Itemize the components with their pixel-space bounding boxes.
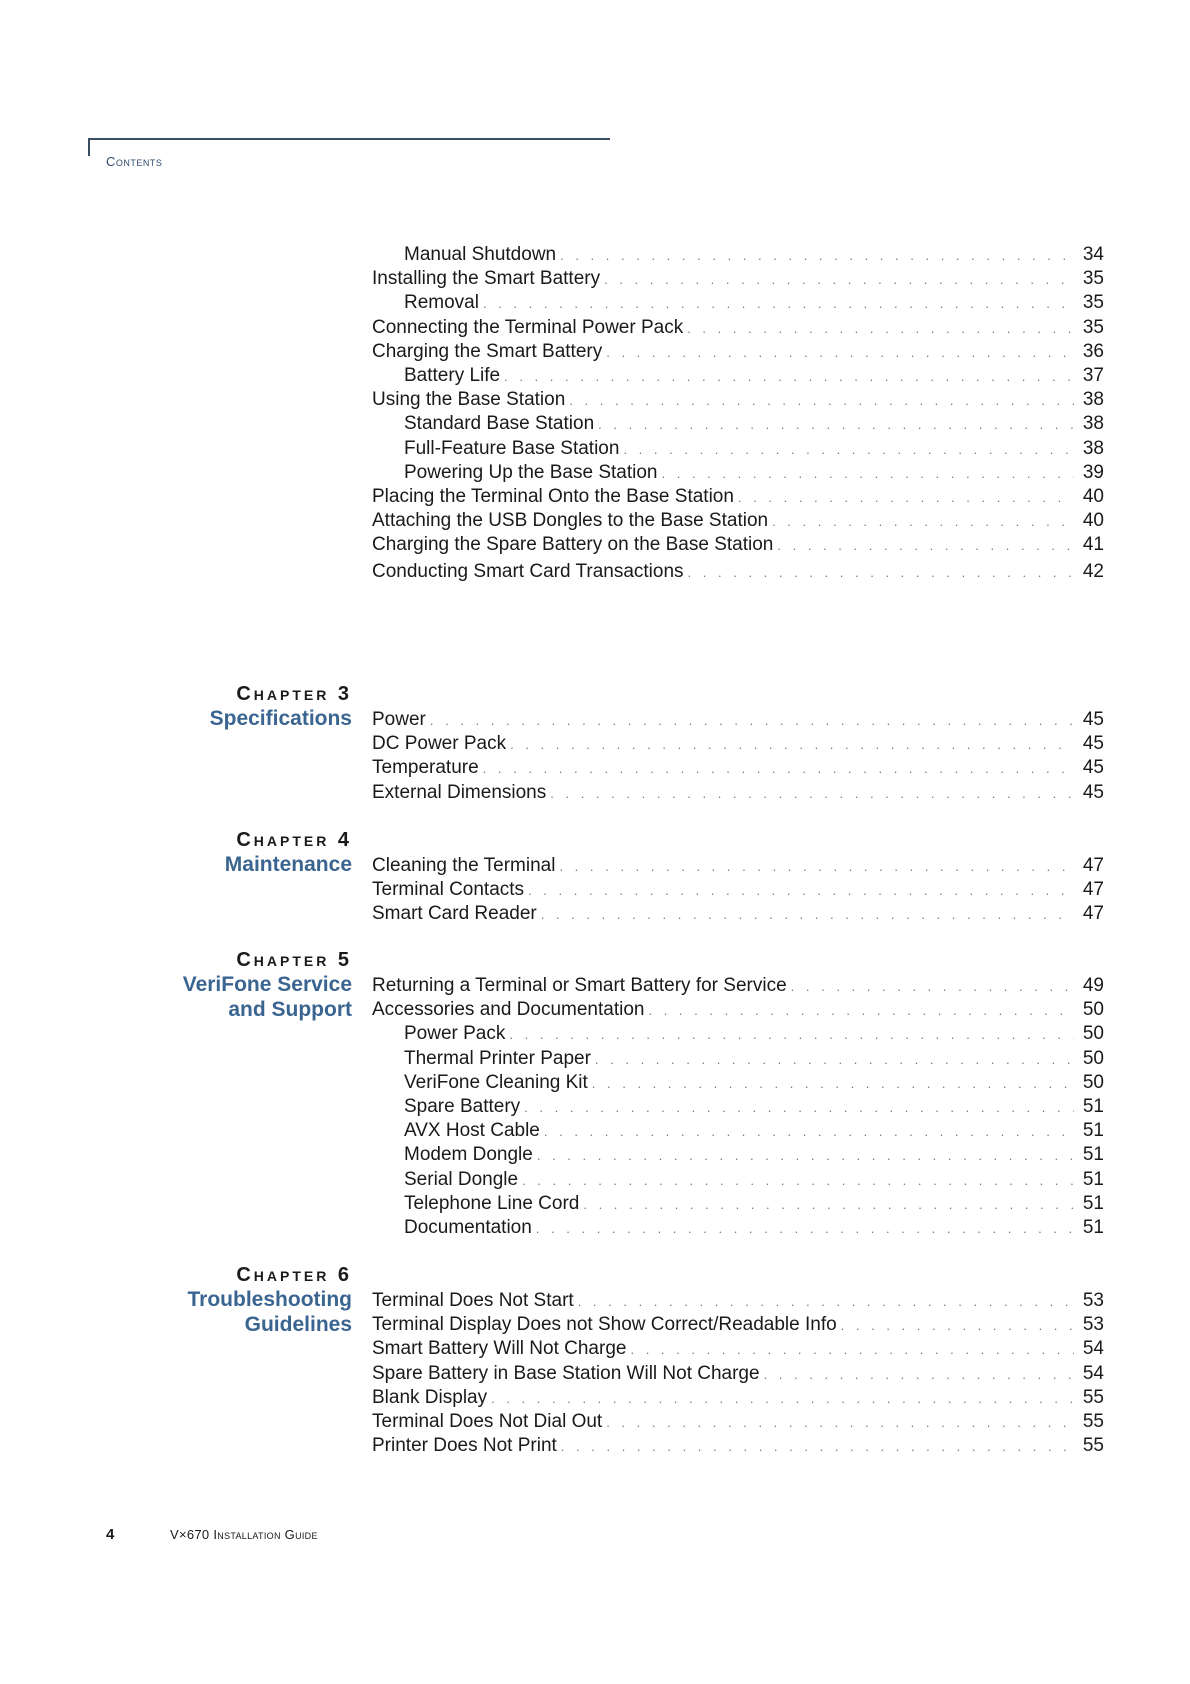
toc-dot-leader (630, 1338, 1074, 1362)
toc-entry-label: Power Pack (404, 1023, 506, 1045)
toc-entry[interactable] (404, 1143, 1104, 1167)
toc-entry-label: Using the Base Station (372, 389, 566, 411)
toc-entry-page: 49 (1082, 975, 1104, 996)
toc-entry-label: DC Power Pack (372, 733, 507, 755)
toc-entry-page: 41 (1082, 534, 1104, 556)
toc-dot-leader (578, 1290, 1074, 1314)
toc-entry-page: 54 (1082, 1362, 1104, 1384)
toc-dot-leader (841, 1314, 1074, 1338)
toc-entry[interactable] (372, 756, 1104, 780)
toc-dot-leader (537, 1144, 1074, 1168)
toc-dot-leader (544, 1120, 1074, 1144)
toc-entry-label: VeriFone Cleaning Kit (404, 1071, 588, 1093)
toc-dot-leader (483, 292, 1074, 316)
toc-dot-leader (510, 733, 1074, 757)
toc-entry-page: 45 (1082, 781, 1104, 803)
toc-entry-page: 38 (1082, 437, 1104, 459)
toc-dot-leader (561, 1435, 1074, 1459)
footer-document-title: V×670 Installation Guide (170, 1527, 318, 1542)
chapter-title[interactable]: Troubleshooting (187, 1288, 352, 1311)
toc-entry-page: 45 (1082, 733, 1104, 755)
toc-entry-page: 50 (1082, 1023, 1104, 1045)
chapter-number: Chapter 5 (236, 949, 352, 971)
toc-entry-page: 38 (1082, 389, 1104, 411)
toc-entry[interactable] (372, 781, 1104, 805)
toc-dot-leader (662, 462, 1075, 486)
toc-entry-label: Installing the Smart Battery (372, 268, 601, 290)
running-header: Contents (106, 154, 163, 169)
toc-entry[interactable] (372, 854, 1104, 878)
toc-entry-label: Manual Shutdown (404, 244, 557, 265)
toc-entry-label: Returning a Terminal or Smart Battery for Service (372, 975, 787, 996)
toc-entry-label: Terminal Does Not Dial Out (372, 1411, 603, 1432)
toc-entry-label: Temperature (372, 757, 479, 779)
toc-entry-page: 40 (1082, 486, 1104, 507)
toc-entry-page: 45 (1082, 709, 1104, 730)
toc-entry-page: 47 (1082, 903, 1104, 925)
toc-entry-page: 55 (1082, 1411, 1104, 1432)
toc-entry[interactable] (372, 708, 1104, 732)
toc-dot-leader (738, 486, 1074, 510)
toc-entry[interactable] (372, 340, 1104, 364)
toc-entry[interactable] (404, 1095, 1104, 1119)
toc-entry-label: External Dimensions (372, 781, 547, 803)
toc-entry-label: Standard Base Station (404, 413, 595, 435)
toc-dot-leader (772, 510, 1074, 534)
toc-entry[interactable] (372, 878, 1104, 902)
toc-entry-label: Terminal Does Not Start (372, 1290, 574, 1311)
toc-dot-leader (509, 1023, 1074, 1047)
toc-dot-leader (559, 855, 1074, 879)
toc-entry-page: 47 (1082, 879, 1104, 901)
toc-entry-label: Blank Display (372, 1386, 488, 1408)
toc-entry[interactable] (404, 1192, 1104, 1216)
toc-entry-page: 35 (1082, 316, 1104, 338)
toc-dot-leader (623, 438, 1074, 462)
chapter-title[interactable]: VeriFone Service (182, 973, 352, 996)
toc-entry[interactable] (372, 902, 1104, 926)
chapter-number: Chapter 4 (236, 829, 352, 851)
toc-dot-leader (550, 782, 1074, 806)
toc-entry-page: 42 (1082, 560, 1104, 582)
toc-entry-label: Smart Battery Will Not Charge (372, 1338, 627, 1360)
toc-entry-page: 35 (1082, 292, 1104, 314)
toc-entry-page: 38 (1082, 413, 1104, 435)
toc-dot-leader (598, 413, 1074, 437)
toc-entry-page: 39 (1082, 461, 1104, 483)
toc-entry-label: Connecting the Terminal Power Pack (372, 316, 684, 338)
toc-dot-leader (777, 534, 1074, 558)
toc-entry-page: 50 (1082, 999, 1104, 1021)
toc-entry-page: 36 (1082, 340, 1104, 362)
toc-entry-page: 45 (1082, 757, 1104, 779)
toc-entry[interactable] (404, 243, 1104, 267)
chapter-number: Chapter 6 (236, 1264, 352, 1286)
chapter-heading (210, 682, 352, 731)
toc-dot-leader (604, 268, 1074, 292)
toc-entry-label: Spare Battery in Base Station Will Not Charge (372, 1362, 760, 1384)
toc-entry-label: Power (372, 709, 426, 730)
toc-entry[interactable] (372, 560, 1104, 584)
toc-entry-page: 34 (1082, 244, 1104, 265)
toc-entry[interactable] (372, 1362, 1104, 1386)
toc-entry-label: Battery Life (404, 365, 501, 386)
toc-entry[interactable] (372, 485, 1104, 509)
toc-dot-leader (483, 757, 1074, 781)
toc-entry-page: 50 (1082, 1071, 1104, 1093)
toc-entry[interactable] (372, 509, 1104, 533)
toc-entry[interactable] (372, 316, 1104, 340)
chapter-title[interactable]: and Support (228, 998, 352, 1021)
chapter-heading (183, 948, 352, 1022)
toc-entry[interactable] (372, 533, 1104, 557)
toc-entry-label: Removal (404, 292, 479, 314)
toc-entry-page: 51 (1082, 1217, 1104, 1238)
toc-dot-leader (764, 1363, 1074, 1387)
toc-entry[interactable] (372, 1289, 1104, 1313)
toc-entry[interactable] (404, 437, 1104, 461)
toc-entry[interactable] (404, 364, 1104, 388)
toc-entry[interactable] (372, 1386, 1104, 1410)
toc-entry-label: Powering Up the Base Station (404, 461, 658, 483)
toc-dot-leader (592, 1072, 1074, 1096)
toc-dot-leader (524, 1096, 1074, 1120)
footer-page-number: 4 (106, 1526, 115, 1543)
chapter-heading (225, 828, 352, 877)
toc-entry-label: Charging the Smart Battery (372, 340, 603, 362)
toc-entry[interactable] (404, 412, 1104, 436)
toc-entry-page: 51 (1082, 1120, 1104, 1142)
toc-entry-label: Full-Feature Base Station (404, 437, 620, 459)
toc-entry-page: 55 (1082, 1435, 1104, 1457)
chapter-heading (188, 1263, 352, 1337)
toc-entry-label: Spare Battery (404, 1096, 521, 1117)
toc-entry[interactable] (372, 998, 1104, 1022)
toc-entry-label: Conducting Smart Card Transactions (372, 560, 684, 582)
toc-dot-leader (606, 341, 1074, 365)
toc-entry-label: Modem Dongle (404, 1144, 533, 1166)
chapter-title[interactable]: Specifications (209, 707, 352, 730)
toc-dot-leader (541, 903, 1074, 927)
toc-entry-page: 47 (1082, 855, 1104, 876)
toc-entry-page: 53 (1082, 1314, 1104, 1336)
toc-entry[interactable] (372, 974, 1104, 998)
toc-entry-label: Attaching the USB Dongles to the Base Station (372, 510, 769, 532)
chapter-title[interactable]: Guidelines (244, 1313, 352, 1336)
header-rule (88, 138, 610, 140)
toc-dot-leader (528, 879, 1074, 903)
toc-entry[interactable] (372, 1434, 1104, 1458)
toc-entry-page: 53 (1082, 1290, 1104, 1311)
toc-dot-leader (430, 709, 1074, 733)
toc-entry[interactable] (372, 1313, 1104, 1337)
toc-entry[interactable] (404, 1119, 1104, 1143)
toc-entry-page: 35 (1082, 268, 1104, 290)
toc-dot-leader (687, 317, 1074, 341)
toc-dot-leader (791, 975, 1074, 999)
toc-entry[interactable] (404, 1071, 1104, 1095)
toc-entry[interactable] (372, 388, 1104, 412)
toc-entry-page: 51 (1082, 1192, 1104, 1214)
toc-entry-label: Documentation (404, 1217, 532, 1238)
chapter-number: Chapter 3 (236, 683, 352, 705)
toc-entry-label: Smart Card Reader (372, 903, 537, 925)
toc-entry-label: Charging the Spare Battery on the Base Station (372, 534, 774, 556)
header-rule-tick (88, 138, 90, 156)
toc-entry-label: Serial Dongle (404, 1168, 519, 1190)
toc-entry-page: 51 (1082, 1096, 1104, 1117)
toc-entry[interactable] (372, 1337, 1104, 1361)
toc-dot-leader (606, 1411, 1074, 1435)
toc-dot-leader (560, 244, 1074, 268)
toc-entry-page: 40 (1082, 510, 1104, 532)
toc-entry-label: Placing the Terminal Onto the Base Station (372, 486, 734, 507)
toc-dot-leader (504, 365, 1074, 389)
toc-entry[interactable] (404, 1168, 1104, 1192)
toc-entry[interactable] (372, 267, 1104, 291)
toc-entry-page: 54 (1082, 1338, 1104, 1360)
toc-dot-leader (569, 389, 1074, 413)
toc-entry[interactable] (404, 291, 1104, 315)
toc-entry[interactable] (404, 1022, 1104, 1046)
toc-entry-page: 50 (1082, 1047, 1104, 1069)
toc-dot-leader (583, 1193, 1074, 1217)
toc-entry-label: Terminal Contacts (372, 879, 525, 901)
toc-entry-label: Telephone Line Cord (404, 1192, 580, 1214)
toc-entry-page: 55 (1082, 1386, 1104, 1408)
toc-dot-leader (648, 999, 1074, 1023)
toc-entry-label: Printer Does Not Print (372, 1435, 557, 1457)
toc-entry[interactable] (404, 1047, 1104, 1071)
toc-entry[interactable] (404, 461, 1104, 485)
toc-entry-label: Terminal Display Does not Show Correct/Readable Info (372, 1314, 837, 1336)
toc-entry-label: Accessories and Documentation (372, 999, 645, 1021)
toc-entry[interactable] (404, 1216, 1104, 1240)
toc-entry-label: Cleaning the Terminal (372, 855, 556, 876)
chapter-title[interactable]: Maintenance (224, 853, 352, 876)
toc-entry[interactable] (372, 732, 1104, 756)
toc-dot-leader (536, 1217, 1074, 1241)
toc-entry[interactable] (372, 1410, 1104, 1434)
toc-dot-leader (491, 1387, 1074, 1411)
toc-entry-page: 51 (1082, 1144, 1104, 1166)
toc-entry-page: 37 (1082, 365, 1104, 386)
toc-entry-label: AVX Host Cable (404, 1120, 540, 1142)
toc-dot-leader (688, 561, 1074, 585)
toc-dot-leader (595, 1048, 1074, 1072)
toc-entry-page: 51 (1082, 1168, 1104, 1190)
toc-entry-label: Thermal Printer Paper (404, 1047, 591, 1069)
toc-dot-leader (522, 1169, 1074, 1193)
